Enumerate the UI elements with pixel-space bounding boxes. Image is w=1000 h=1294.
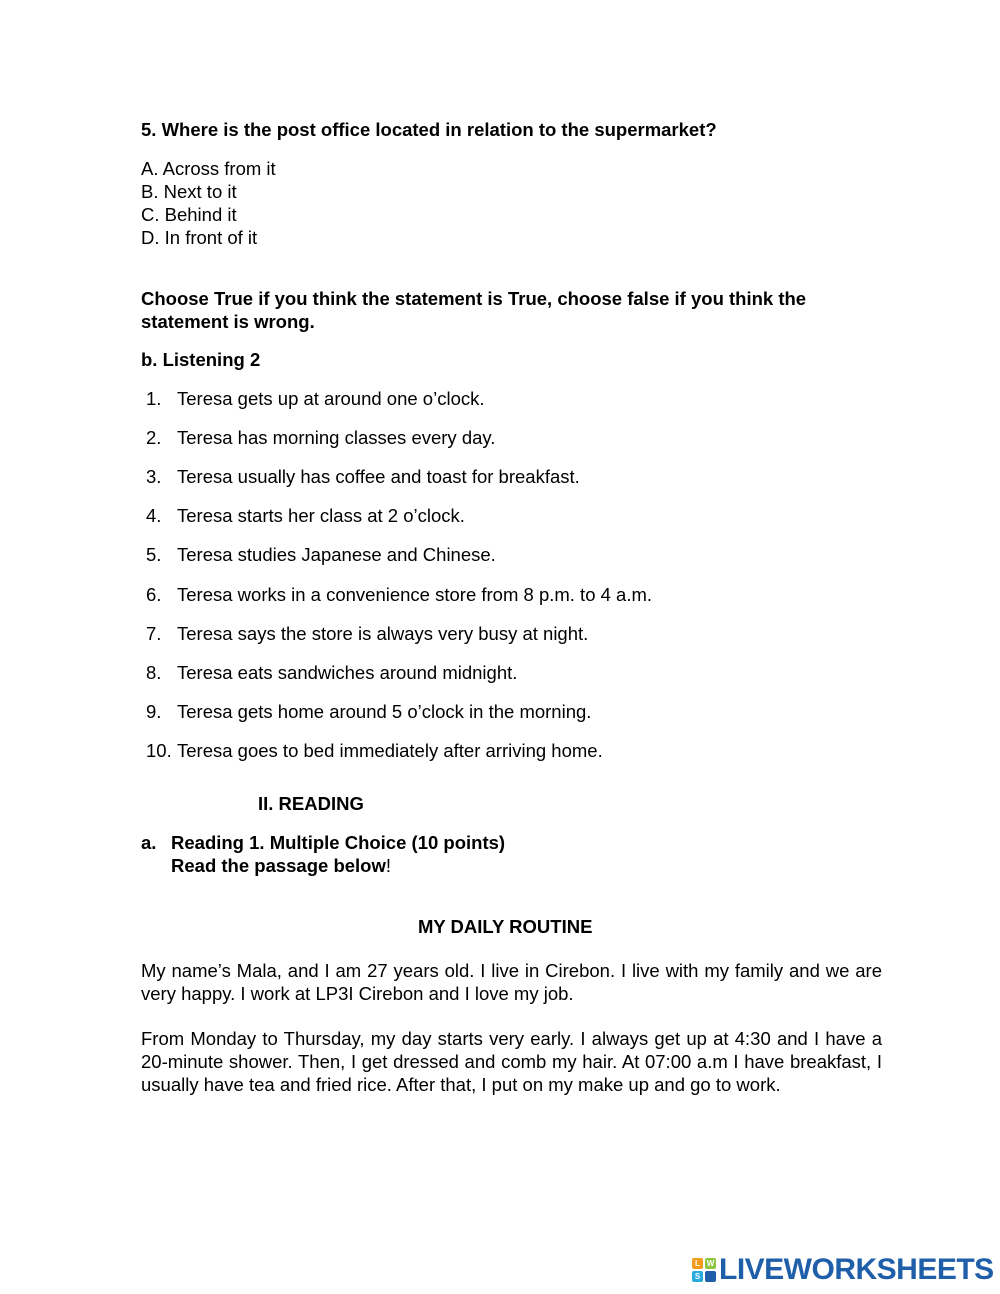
option-d: D. In front of it	[141, 227, 258, 248]
liveworksheets-logo	[692, 1253, 994, 1286]
option-a: A. Across from it	[141, 158, 276, 179]
question-5-text: 5. Where is the post office located in relation to the supermarket?	[141, 119, 717, 140]
passage-title: MY DAILY ROUTINE	[418, 916, 593, 937]
reading-sub-title: Reading 1. Multiple Choice (10 points)	[171, 832, 506, 853]
passage-paragraph-1: My name’s Mala, and I am 27 years old. I live in Cirebon. I live with my family and we are very happy. I work at LP3I Cirebon and I love my job.	[141, 960, 882, 1004]
passage-paragraph-2: From Monday to Thursday, my day starts very early. I always get up at 4:30 and I have a 20-minute shower. Then, I get dressed and comb my hair. At 07:00 a.m I have breakfast, I usually have tea and fried rice. After that, I put on my make up and go to work.	[141, 1028, 882, 1095]
logo-badge-icon: L W S	[692, 1258, 716, 1282]
true-false-instruction-line-2: statement is wrong.	[141, 311, 315, 332]
logo-text: LIVEWORKSHEETS	[719, 1253, 994, 1286]
reading-section-title: II. READING	[258, 793, 364, 814]
listening-2-heading: b. Listening 2	[141, 349, 261, 370]
option-b: B. Next to it	[141, 181, 237, 202]
reading-instruction: Read the passage below!	[171, 855, 392, 876]
option-c: C. Behind it	[141, 204, 237, 225]
true-false-instruction-line-1: Choose True if you think the statement is True, choose false if you think the	[141, 288, 807, 309]
reading-sub-label: a.	[141, 832, 157, 853]
